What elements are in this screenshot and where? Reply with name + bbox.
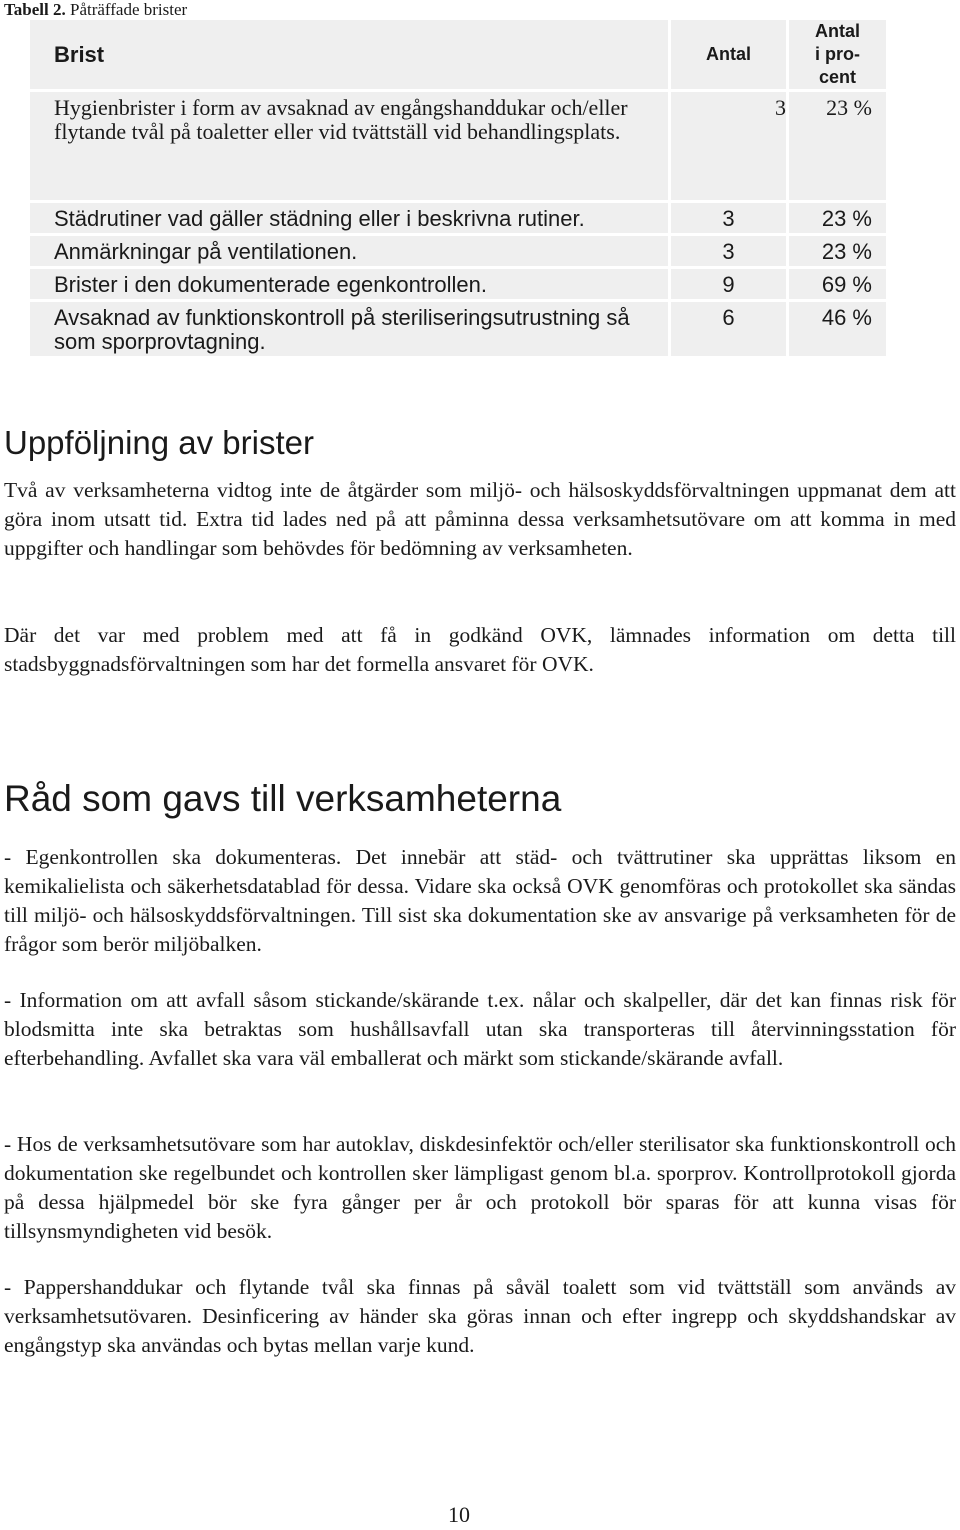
row-antal: 9 bbox=[671, 269, 789, 302]
table-caption bbox=[4, 0, 187, 20]
row-antal: 3 bbox=[671, 236, 789, 269]
header-procent-line2: i pro- bbox=[815, 44, 860, 64]
header-antal-procent bbox=[789, 20, 886, 92]
paragraph: Där det var med problem med att få in godkänd OVK, lämnades information om detta till stadsbyggnadsförvaltningen som har det formella ansvaret för OVK. bbox=[4, 623, 956, 676]
row-brist: Avsaknad av funktionskontroll på steriliseringsutrustning så som sporprovtagning. bbox=[30, 302, 671, 359]
section-heading-rad: Råd som gavs till verksamheterna bbox=[4, 778, 562, 819]
row-brist: Städrutiner vad gäller städning eller i beskrivna rutiner. bbox=[30, 203, 671, 236]
table-caption-title: Påträffade brister bbox=[69, 0, 188, 19]
deficiencies-table bbox=[30, 20, 886, 359]
advice-item: - Hos de verksamhetsutövare som har autoklav, diskdesinfektör och/eller sterilisator ska funktionskontroll och dokumentation ske regelbundet och kontrollen sker lämpligast genom bl.a. sporprov. Kontrollprotokoll gjorda på dessa hjälpmedel bör ske fyra gånger per år och protokoll bör sparas för att kunna visas för tillsynsmyndigheten vid besök. bbox=[4, 1132, 956, 1243]
advice-item: - Egenkontrollen ska dokumenteras. Det innebär att städ- och tvättrutiner ska upprättas liksom en kemikalielista och säkerhetsdatablad för dessa. Vidare ska också OVK genomföras och protokollet ska sändas till miljö- och hälsoskyddsförvaltningen. Till sist ska dokumentation ske av ansvarige på verksamheten för de frågor som berör miljöbalken. bbox=[4, 845, 956, 956]
page-number: 10 bbox=[448, 1502, 470, 1527]
row-antal: 3 bbox=[671, 203, 789, 236]
header-procent-line1: Antal bbox=[815, 21, 860, 41]
row-antal: 3 bbox=[671, 92, 789, 203]
row-brist: Brister i den dokumenterade egenkontrollen. bbox=[30, 269, 671, 302]
header-procent-line3: cent bbox=[818, 67, 856, 87]
advice-item: - Pappershanddukar och flytande tvål ska finnas på såväl toalett som vid tvättställ som används av verksamhetsutövaren. Desinficering av händer ska göras innan och efter ingrepp och skyddshandskar av engångstyp ska användas och bytas mellan varje kund. bbox=[4, 1275, 956, 1357]
section-heading-uppfoljning: Uppföljning av brister bbox=[4, 424, 314, 461]
row-antal: 6 bbox=[671, 302, 789, 359]
advice-item: - Information om att avfall såsom stickande/skärande t.ex. nålar och skalpeller, där det kan finnas risk för blodsmitta inte ska betraktas som hushållsavfall utan ska transporteras till återvinningsstation för efterbehandling. Avfallet ska vara väl emballerat och märkt som stickande/skärande avfall. bbox=[4, 988, 956, 1070]
paragraph: Två av verksamheterna vidtog inte de åtgärder som miljö- och hälsoskyddsförvaltningen uppmanat dem att göra inom utsatt tid. Extra tid lades ned på att påminna dessa verksamhetsutövare om att komma in med uppgifter och handlingar som behövdes för bedömning av verksamheten. bbox=[4, 478, 956, 560]
row-procent: 46 % bbox=[789, 302, 886, 359]
row-procent: 69 % bbox=[789, 269, 886, 302]
table-row bbox=[30, 269, 886, 302]
table-caption-label: Tabell 2. bbox=[4, 0, 66, 19]
row-procent: 23 % bbox=[789, 236, 886, 269]
row-procent: 23 % bbox=[789, 92, 886, 203]
row-brist: Hygienbrister i form av avsaknad av engångshanddukar och/eller flytande tvål på toaletter eller vid tvättställ vid behandlingsplats. bbox=[30, 92, 671, 203]
table-row bbox=[30, 92, 886, 203]
row-procent: 23 % bbox=[789, 203, 886, 236]
table-header-row bbox=[30, 20, 886, 92]
table-row bbox=[30, 203, 886, 236]
row-brist: Anmärkningar på ventilationen. bbox=[30, 236, 671, 269]
table-row bbox=[30, 302, 886, 359]
header-brist: Brist bbox=[30, 20, 671, 92]
header-antal: Antal bbox=[671, 20, 789, 92]
table-row bbox=[30, 236, 886, 269]
